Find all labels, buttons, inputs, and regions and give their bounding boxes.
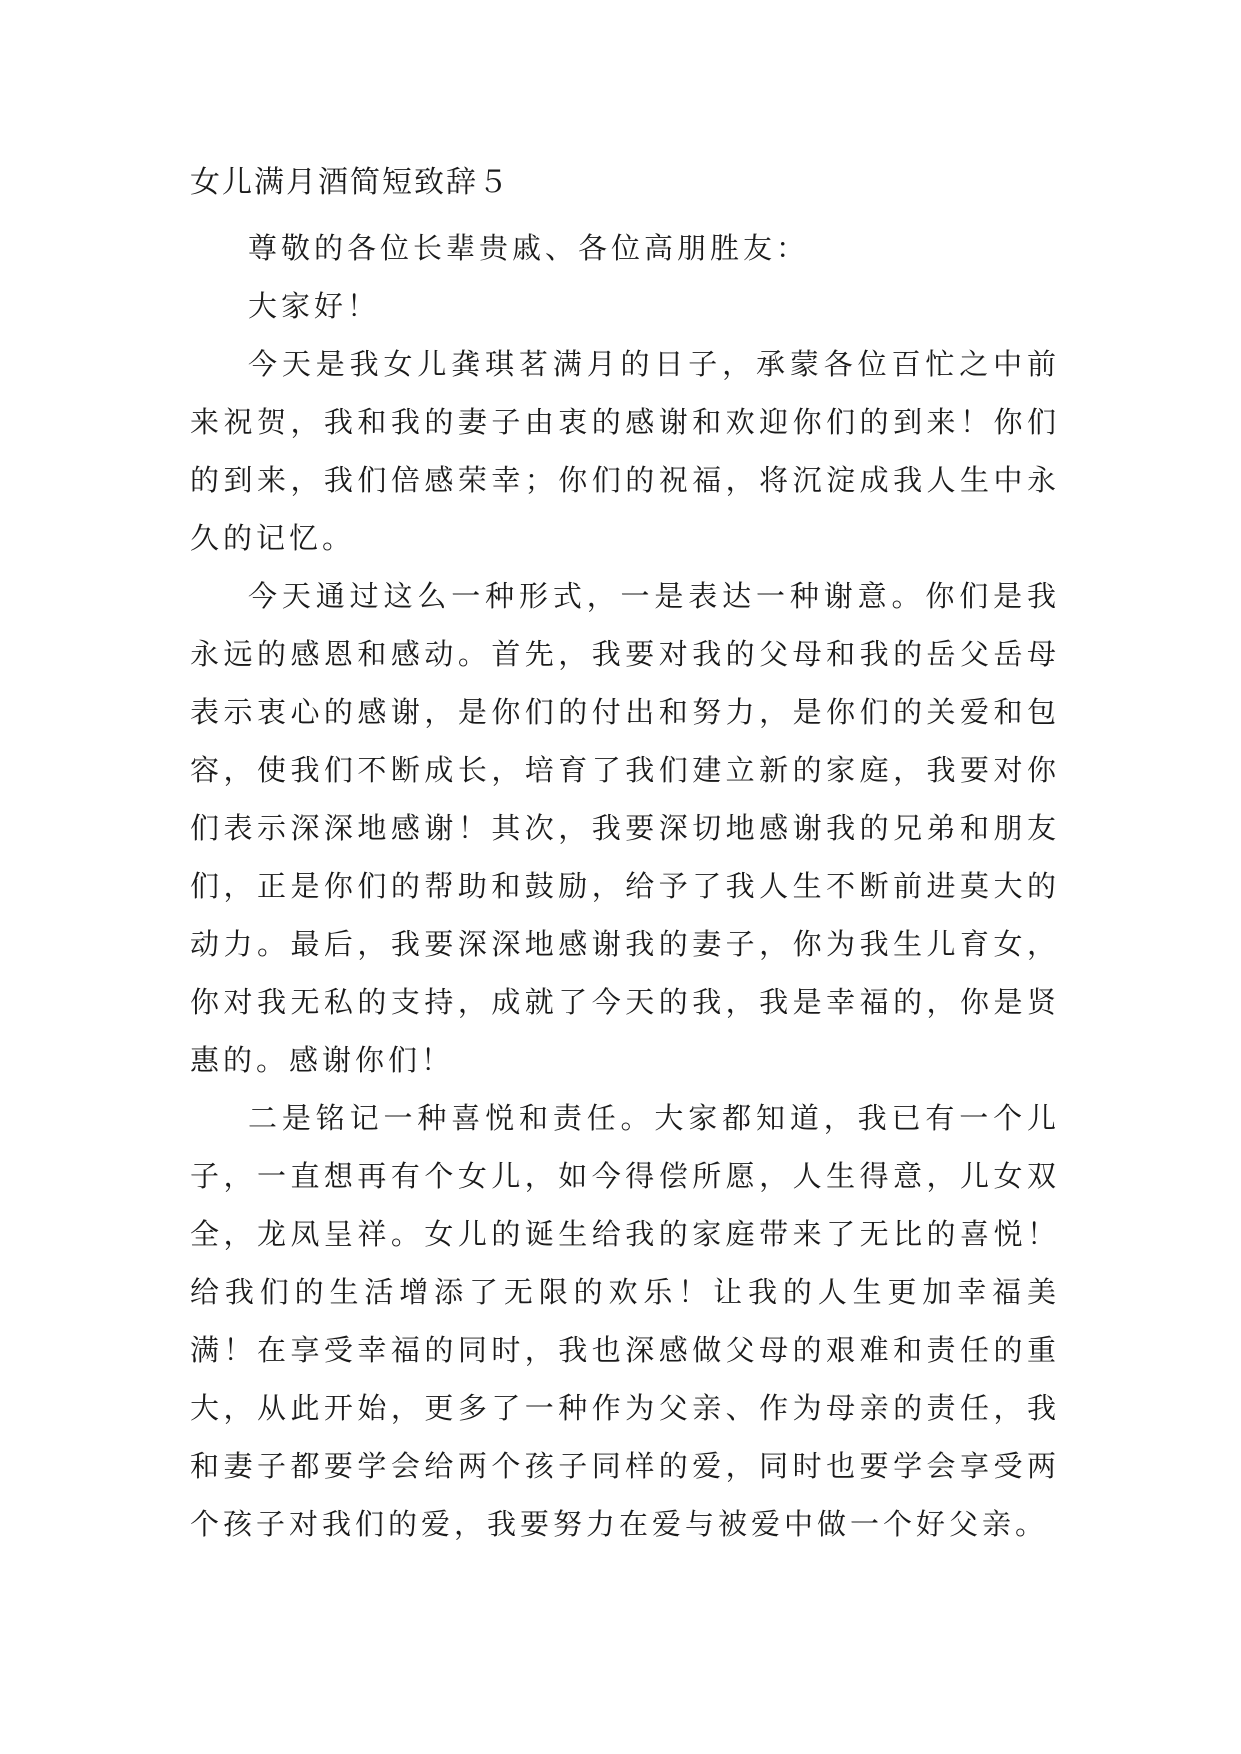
paragraph-greeting: 大家好！ bbox=[248, 289, 381, 323]
paragraph-gratitude: 今天通过这么一种形式，一是表达一种谢意。你们是我永远的感恩和感动。首先，我要对我的父母和我的岳父岳母表示衷心的感谢，是你们的付出和努力，是你们的关爱和包容，使我们不断成长，培育了我们建立新的家庭，我要对你们表示深深地感谢！其次，我要深切地感谢我的兄弟和朋友们，正是你们的帮助和鼓励，给予了我人生不断前进莫大的动力。最后，我要深深地感谢我的妻子，你为我生儿育女，你对我无私的支持，成就了今天的我，我是幸福的，你是贤惠的。感谢你们！ bbox=[190, 579, 1060, 1077]
document-body bbox=[190, 219, 1060, 1553]
paragraph-joy-responsibility: 二是铭记一种喜悦和责任。大家都知道，我已有一个儿子，一直想再有个女儿，如今得偿所愿，人生得意，儿女双全，龙凤呈祥。女儿的诞生给我的家庭带来了无比的喜悦！给我们的生活增添了无限的欢乐！让我的人生更加幸福美满！在享受幸福的同时，我也深感做父母的艰难和责任的重大，从此开始，更多了一种作为父亲、作为母亲的责任，我和妻子都要学会给两个孩子同样的爱，同时也要学会享受两个孩子对我们的爱，我要努力在爱与被爱中做一个好父亲。 bbox=[190, 1101, 1060, 1541]
paragraph-salutation: 尊敬的各位长辈贵戚、各位高朋胜友： bbox=[248, 231, 810, 265]
document-title: 女儿满月酒简短致辞５ bbox=[190, 165, 510, 200]
paragraph-welcome: 今天是我女儿龚琪茗满月的日子，承蒙各位百忙之中前来祝贺，我和我的妻子由衷的感谢和欢迎你们的到来！你们的到来，我们倍感荣幸；你们的祝福，将沉淀成我人生中永久的记忆。 bbox=[190, 347, 1060, 555]
